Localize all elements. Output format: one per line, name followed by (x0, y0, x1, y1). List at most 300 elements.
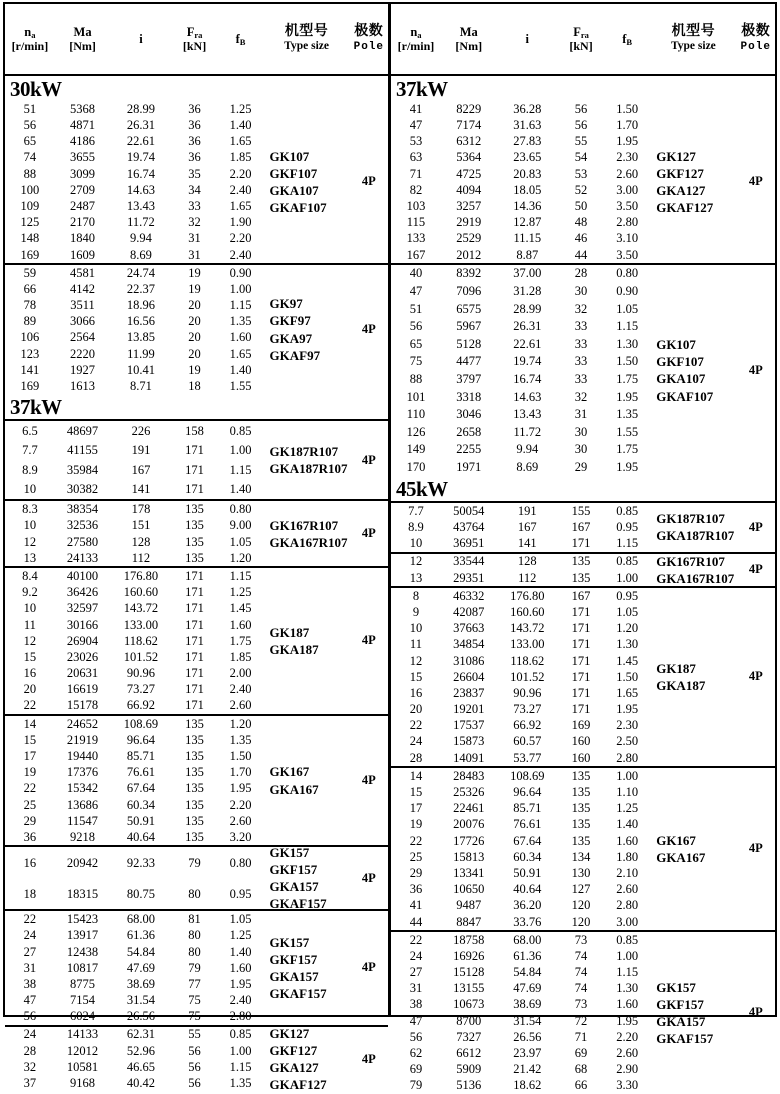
cell-i: 62.31 (126, 1028, 155, 1041)
cell-i: 8.87 (516, 248, 539, 262)
cell-na: 38 (409, 998, 423, 1011)
cell-na: 8.9 (408, 521, 424, 534)
cell-fb: 1.15 (616, 537, 639, 550)
cell-fra: 80 (188, 945, 201, 959)
type-size-label: GKAF157 (269, 986, 327, 1002)
cell-ma: 21919 (66, 733, 99, 747)
cell-fra: 171 (185, 444, 204, 457)
table-row (5, 297, 388, 313)
cell-ma: 13686 (66, 798, 99, 812)
cell-fb: 1.95 (229, 977, 252, 991)
cell-i: 167 (517, 521, 537, 534)
spec-group-rows (391, 588, 775, 766)
cell-fb: 1.10 (616, 786, 639, 799)
cell-fb: 1.65 (229, 199, 252, 213)
cell-na: 8.4 (22, 569, 38, 583)
header-label-primary: Ma (459, 24, 478, 39)
cell-na: 16 (23, 856, 37, 870)
table-row (391, 932, 775, 948)
column-header-fB (218, 24, 264, 54)
cell-ma: 25326 (453, 786, 485, 799)
table-row (391, 519, 775, 535)
cell-ma: 4725 (456, 167, 482, 181)
cell-i: 118.62 (510, 654, 545, 668)
table-row (391, 441, 775, 459)
table-row (5, 346, 388, 362)
cell-ma: 19440 (66, 750, 99, 763)
cell-ma: 22461 (453, 802, 485, 815)
table-row (5, 150, 388, 166)
column-header-na (5, 24, 55, 54)
cell-fb: 1.60 (229, 618, 252, 632)
table-row (391, 282, 775, 300)
cell-ma: 10673 (453, 998, 485, 1011)
cell-i: 128 (131, 535, 151, 549)
cell-fb: 2.30 (616, 719, 639, 732)
pole-label: 4P (748, 519, 763, 534)
cell-ma: 6024 (70, 1010, 96, 1023)
cell-i: 9.94 (130, 232, 152, 245)
cell-fra: 71 (574, 1030, 588, 1044)
cell-i: 37.00 (513, 267, 542, 280)
table-row (5, 182, 388, 198)
type-size-label: GKA187R107 (656, 528, 735, 544)
cell-i: 31.28 (513, 285, 542, 298)
cell-i: 11.99 (127, 347, 155, 361)
cell-na: 149 (406, 443, 426, 456)
cell-na: 28 (23, 1044, 37, 1058)
table-row (391, 588, 775, 604)
type-size-label: GKAF157 (269, 896, 327, 912)
spec-group-rows (5, 911, 388, 1024)
table-row (391, 101, 775, 117)
cell-fra: 69 (574, 1047, 588, 1060)
cell-ma: 36426 (66, 586, 99, 599)
cell-na: 18 (23, 887, 37, 901)
table-row (391, 1078, 775, 1094)
cell-i: 13.43 (126, 199, 155, 213)
cell-fra: 135 (185, 535, 204, 549)
cell-ma: 4581 (70, 266, 96, 280)
cell-i: 60.57 (513, 735, 542, 748)
cell-fra: 56 (574, 119, 588, 132)
table-row (391, 1061, 775, 1077)
table-row (391, 554, 775, 570)
cell-i: 38.69 (126, 977, 155, 991)
pole-label: 4P (748, 1005, 763, 1020)
table-row (391, 214, 775, 230)
cell-ma: 8700 (456, 1014, 482, 1028)
table-row (391, 1013, 775, 1029)
cell-fra: 80 (188, 887, 201, 901)
header-label-primary: $n_a$ (410, 24, 422, 40)
cell-fra: 171 (571, 537, 591, 550)
cell-fra: 135 (185, 750, 204, 763)
cell-fb: 2.90 (616, 1063, 639, 1076)
cell-fb: 1.95 (616, 390, 639, 404)
cell-fb: 1.20 (229, 551, 252, 565)
pole-label: 4P (748, 174, 763, 189)
column-header-fB (604, 24, 650, 54)
column-header-Ma (55, 24, 111, 54)
cell-i: 66.92 (513, 719, 542, 732)
spec-group (5, 714, 388, 846)
cell-fra: 74 (574, 966, 588, 979)
cell-fra: 33 (574, 320, 588, 333)
column-body-left (5, 76, 388, 1091)
table-row (391, 182, 775, 198)
cell-ma: 16926 (453, 949, 485, 963)
cell-fra: 32 (574, 302, 588, 316)
table-row (5, 813, 388, 829)
header-label-primary: 极数 (354, 24, 384, 40)
cell-i: 33.76 (513, 915, 542, 929)
cell-fra: 171 (185, 618, 204, 632)
cell-ma: 20076 (453, 818, 485, 831)
table-row (391, 406, 775, 424)
cell-fra: 160 (571, 751, 591, 765)
type-size-label: GKA157 (269, 968, 319, 984)
cell-fb: 1.05 (229, 535, 252, 549)
cell-fb: 1.95 (616, 703, 639, 716)
cell-na: 22 (409, 834, 423, 848)
cell-na: 8.9 (22, 463, 38, 477)
cell-i: 20.83 (513, 167, 542, 181)
cell-fb: 0.95 (229, 887, 252, 901)
header-label-primary: $n_a$ (24, 24, 36, 40)
cell-na: 47 (23, 994, 37, 1007)
cell-fra: 135 (185, 717, 204, 731)
cell-ma: 8775 (70, 977, 96, 991)
cell-fra: 81 (188, 913, 201, 926)
table-row (5, 247, 388, 263)
cell-ma: 7327 (456, 1030, 482, 1044)
table-row (5, 441, 388, 461)
cell-na: 47 (409, 285, 423, 298)
table-row (5, 214, 388, 230)
table-row (391, 750, 775, 766)
cell-na: 71 (409, 167, 423, 181)
cell-i: 60.34 (513, 850, 542, 864)
cell-i: 23.97 (513, 1047, 542, 1060)
cell-fra: 72 (574, 1014, 588, 1028)
spec-group-rows (391, 503, 775, 552)
cell-fra: 48 (574, 216, 588, 229)
cell-fb: 3.20 (229, 830, 252, 844)
cell-ma: 17376 (66, 766, 99, 779)
table-row (391, 734, 775, 750)
cell-i: 76.61 (513, 818, 542, 831)
cell-fra: 28 (574, 267, 588, 280)
type-size-label: GKA107 (269, 182, 319, 198)
cell-fb: 1.60 (616, 834, 639, 848)
cell-fra: 135 (185, 551, 204, 565)
cell-ma: 18315 (66, 887, 99, 901)
cell-na: 12 (23, 634, 37, 648)
cell-fra: 36 (188, 102, 201, 116)
cell-i: 176.80 (123, 569, 159, 583)
table-row (5, 764, 388, 780)
cell-ma: 2564 (70, 331, 96, 344)
cell-na: 170 (406, 460, 426, 474)
cell-i: 80.75 (126, 887, 155, 901)
column-header-i (497, 24, 558, 54)
cell-fb: 1.50 (229, 750, 252, 763)
cell-ma: 17726 (453, 834, 485, 848)
cell-i: 22.61 (126, 135, 155, 148)
header-label-secondary: Type size (284, 40, 329, 53)
cell-fra: 74 (574, 982, 588, 995)
cell-i: 50.91 (513, 866, 542, 880)
cell-ma: 1971 (456, 460, 482, 474)
cell-ma: 2220 (70, 347, 96, 361)
table-row (5, 1059, 388, 1075)
type-size-label: GK187 (656, 660, 696, 676)
cell-ma: 33544 (453, 555, 485, 568)
cell-fb: 1.15 (229, 299, 252, 312)
cell-fb: 1.35 (616, 408, 639, 421)
cell-ma: 10581 (66, 1060, 99, 1074)
header-label-secondary: Pole (740, 40, 771, 53)
cell-fra: 50 (574, 199, 588, 213)
cell-fra: 171 (185, 569, 204, 583)
cell-i: 40.64 (513, 883, 542, 896)
cell-fb: 0.85 (616, 555, 639, 568)
type-size-label: GKF157 (269, 862, 318, 878)
cell-i: 141 (131, 483, 151, 496)
cell-fb: 2.80 (229, 1010, 252, 1023)
cell-fra: 158 (185, 424, 204, 438)
cell-na: 7.7 (408, 504, 424, 518)
cell-na: 56 (23, 119, 37, 132)
cell-ma: 4142 (70, 282, 96, 296)
cell-i: 92.33 (126, 856, 155, 870)
cell-ma: 2012 (456, 248, 482, 262)
cell-na: 10 (23, 519, 37, 532)
cell-fra: 135 (571, 555, 591, 568)
cell-ma: 30166 (66, 618, 99, 632)
cell-i: 12.87 (513, 216, 542, 229)
cell-fb: 2.80 (616, 899, 639, 912)
spec-group-rows (5, 421, 388, 499)
pole-label: 4P (748, 362, 763, 377)
cell-ma: 43764 (453, 521, 485, 534)
table-row (5, 281, 388, 297)
cell-fra: 135 (185, 798, 204, 812)
cell-i: 46.65 (126, 1060, 155, 1074)
cell-na: 88 (23, 167, 37, 181)
cell-na: 115 (406, 216, 426, 229)
cell-fra: 30 (574, 425, 588, 439)
column-header-pole (737, 24, 775, 54)
cell-fra: 135 (185, 519, 204, 532)
cell-ma: 5128 (456, 337, 482, 351)
cell-na: 14 (409, 769, 423, 783)
cell-ma: 32597 (66, 602, 99, 615)
type-size-label: GKF157 (656, 996, 704, 1012)
cell-ma: 18758 (453, 933, 485, 947)
cell-i: 68.00 (513, 933, 542, 947)
cell-i: 61.36 (126, 929, 155, 942)
cell-i: 143.72 (510, 622, 545, 635)
cell-i: 67.64 (513, 834, 542, 848)
table-row (391, 370, 775, 388)
type-size-label: GK127 (656, 148, 696, 164)
cell-i: 18.05 (513, 183, 542, 197)
cell-ma: 2709 (70, 183, 96, 197)
cell-ma: 48697 (66, 424, 99, 438)
cell-na: 12 (409, 555, 423, 568)
cell-na: 31 (23, 961, 37, 975)
cell-na: 103 (406, 199, 426, 213)
type-size-label: GKA107 (656, 371, 706, 387)
table-row (391, 669, 775, 685)
type-size-label: GK157 (269, 934, 310, 950)
pole-label: 4P (361, 773, 376, 788)
cell-ma: 15813 (453, 850, 485, 864)
cell-fb: 1.60 (229, 331, 252, 344)
cell-na: 19 (23, 766, 37, 779)
cell-ma: 1840 (70, 232, 96, 245)
table-row (5, 550, 388, 566)
cell-fb: 1.60 (616, 998, 639, 1011)
type-size-label: GKAF127 (656, 200, 714, 216)
cell-ma: 12438 (66, 945, 99, 959)
cell-fra: 171 (571, 654, 591, 668)
cell-fb: 3.10 (616, 232, 639, 245)
spec-group (5, 566, 388, 714)
cell-fb: 2.20 (229, 232, 252, 245)
spec-group-rows (5, 716, 388, 846)
cell-na: 10 (409, 622, 423, 635)
cell-na: 32 (23, 1060, 37, 1074)
cell-fb: 1.65 (229, 347, 252, 361)
table-row (5, 928, 388, 944)
table-row (391, 604, 775, 620)
cell-fra: 18 (188, 380, 201, 393)
table-row (391, 964, 775, 980)
cell-i: 118.62 (123, 634, 158, 648)
table-row (391, 620, 775, 636)
cell-na: 141 (20, 363, 40, 377)
cell-fra: 52 (574, 183, 588, 197)
cell-na: 36 (23, 830, 37, 844)
cell-na: 15 (23, 650, 37, 664)
cell-i: 13.43 (513, 408, 542, 421)
cell-i: 14.36 (513, 199, 542, 213)
cell-na: 31 (409, 982, 423, 995)
cell-i: 76.61 (126, 766, 155, 779)
cell-fb: 2.40 (229, 994, 252, 1007)
cell-fra: 36 (188, 135, 201, 148)
cell-fb: 0.90 (229, 266, 252, 280)
cell-na: 8.3 (22, 503, 38, 516)
cell-ma: 24652 (66, 717, 99, 731)
cell-ma: 1613 (70, 380, 96, 393)
cell-fb: 2.40 (229, 183, 252, 197)
cell-ma: 9168 (70, 1077, 96, 1090)
type-size-label: GKA157 (656, 1013, 706, 1029)
spec-group (5, 909, 388, 1024)
type-size-label: GK187R107 (656, 511, 725, 527)
cell-na: 27 (23, 945, 37, 959)
column-header-left (5, 4, 388, 76)
cell-fra: 171 (185, 683, 204, 696)
type-size-label: GKF107 (656, 354, 704, 370)
cell-fra: 19 (188, 282, 201, 296)
cell-na: 53 (409, 135, 423, 148)
table-row (391, 198, 775, 214)
cell-na: 7.7 (22, 444, 38, 457)
cell-na: 14 (23, 717, 37, 731)
cell-fb: 1.00 (616, 949, 639, 963)
cell-fra: 32 (574, 390, 588, 404)
header-label-primary: 极数 (741, 24, 771, 40)
cell-ma: 5364 (456, 151, 482, 164)
cell-ma: 37663 (453, 622, 485, 635)
cell-na: 56 (409, 320, 423, 333)
header-label-secondary: [r/min] (11, 39, 49, 54)
spec-group-rows (391, 554, 775, 586)
cell-i: 11.72 (513, 425, 542, 439)
cell-fra: 31 (574, 408, 588, 421)
type-size-label: GKAF107 (269, 200, 327, 216)
cell-fb: 9.00 (229, 519, 252, 532)
cell-fra: 31 (188, 248, 201, 262)
cell-na: 100 (20, 183, 40, 197)
spec-group-rows (5, 101, 388, 263)
cell-fb: 1.25 (229, 929, 252, 942)
cell-ma: 2255 (456, 443, 482, 456)
type-size-label: GKAF157 (656, 1030, 714, 1046)
cell-na: 17 (23, 750, 37, 763)
cell-fb: 0.85 (229, 1028, 252, 1041)
spec-group (5, 419, 388, 499)
cell-i: 26.56 (513, 1030, 542, 1044)
cell-ma: 3797 (456, 372, 482, 386)
cell-fb: 2.60 (229, 699, 252, 712)
cell-fb: 1.20 (229, 717, 252, 731)
cell-fb: 3.00 (616, 183, 639, 197)
table-row (5, 1043, 388, 1059)
cell-i: 167 (131, 463, 151, 477)
column-body-right (391, 76, 775, 1094)
cell-ma: 35984 (66, 463, 99, 477)
spec-group (5, 263, 388, 395)
cell-na: 36 (409, 883, 423, 896)
cell-i: 16.74 (126, 167, 155, 181)
cell-fra: 135 (571, 769, 591, 783)
cell-i: 160.60 (510, 605, 545, 619)
cell-na: 15 (409, 670, 423, 684)
cell-fb: 2.00 (229, 667, 252, 680)
table-row (5, 1027, 388, 1043)
type-size-label: GK187R107 (269, 444, 339, 460)
cell-na: 19 (409, 818, 423, 831)
cell-fb: 1.30 (616, 982, 639, 995)
table-row (391, 701, 775, 717)
cell-na: 8 (412, 589, 420, 603)
cell-fb: 1.75 (616, 372, 639, 386)
cell-na: 65 (23, 135, 37, 148)
cell-ma: 42087 (453, 605, 485, 619)
cell-fb: 1.00 (616, 571, 639, 585)
table-row (391, 458, 775, 476)
cell-fra: 36 (188, 119, 201, 132)
cell-fb: 1.85 (229, 151, 252, 164)
cell-ma: 2658 (456, 425, 482, 439)
cell-na: 24 (23, 929, 37, 942)
